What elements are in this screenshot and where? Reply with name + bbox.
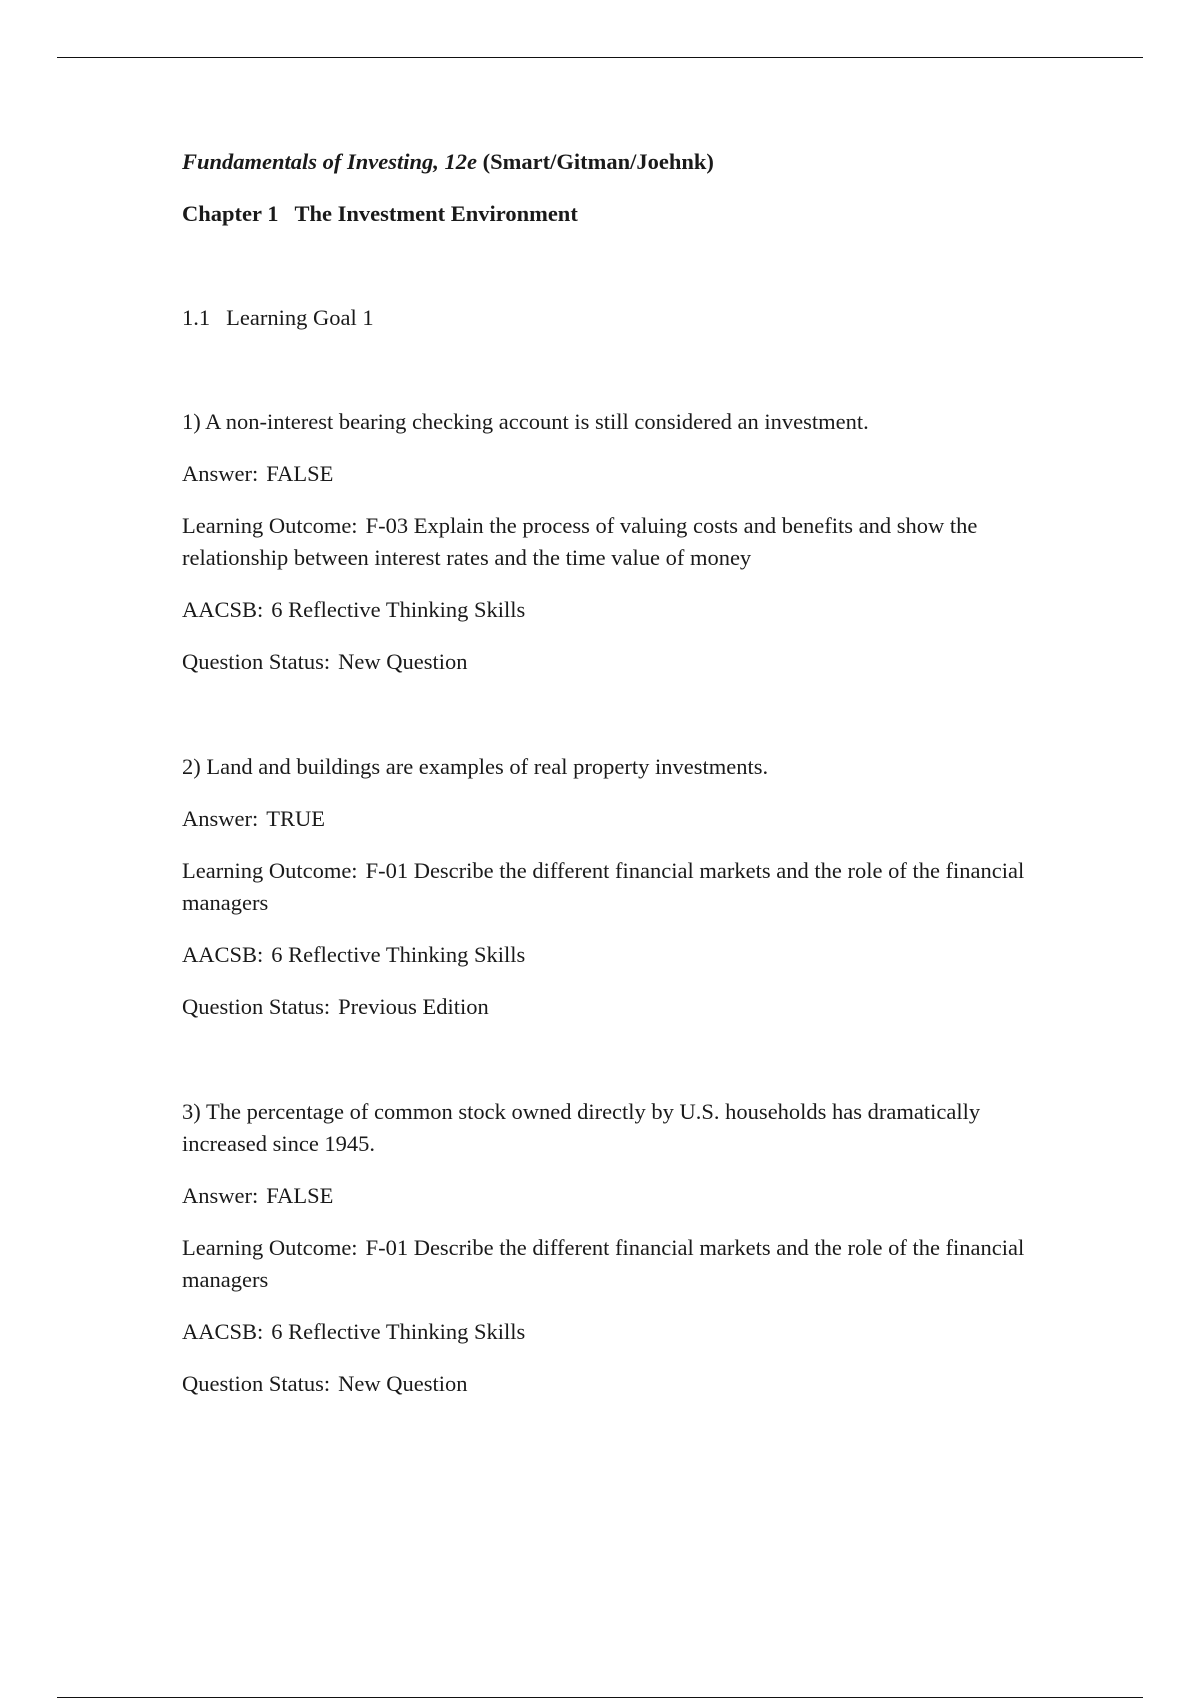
question-text: 3) The percentage of common stock owned directly by U.S. households has dramatically increased since 1945. bbox=[182, 1099, 981, 1156]
question-status-line bbox=[182, 646, 1062, 678]
aacsb-line bbox=[182, 1316, 1062, 1348]
learning-outcome-label: Learning Outcome: bbox=[182, 1235, 358, 1260]
aacsb-label: AACSB: bbox=[182, 1319, 264, 1344]
answer-value: FALSE bbox=[266, 1183, 334, 1208]
aacsb-label: AACSB: bbox=[182, 942, 264, 967]
question-status-label: Question Status: bbox=[182, 649, 331, 674]
question-status-value: Previous Edition bbox=[338, 994, 489, 1019]
question-text: 1) A non-interest bearing checking account is still considered an investment. bbox=[182, 409, 869, 434]
learning-outcome-line bbox=[182, 1232, 1062, 1296]
answer-label: Answer: bbox=[182, 461, 259, 486]
section-title: Learning Goal 1 bbox=[226, 305, 374, 330]
aacsb-line bbox=[182, 939, 1062, 971]
answer-line bbox=[182, 1180, 1062, 1212]
learning-outcome-value: F-01 Describe the different financial markets and the role of the financial managers bbox=[182, 858, 1025, 915]
book-title bbox=[182, 146, 1062, 178]
aacsb-value: 6 Reflective Thinking Skills bbox=[271, 597, 526, 622]
aacsb-label: AACSB: bbox=[182, 597, 264, 622]
chapter-label: Chapter 1 bbox=[182, 201, 279, 226]
question-status-line bbox=[182, 1368, 1062, 1400]
question-status-label: Question Status: bbox=[182, 1371, 331, 1396]
aacsb-line bbox=[182, 594, 1062, 626]
answer-value: FALSE bbox=[266, 461, 334, 486]
question-status-label: Question Status: bbox=[182, 994, 331, 1019]
question-status-value: New Question bbox=[338, 1371, 468, 1396]
top-rule bbox=[57, 57, 1143, 58]
answer-line bbox=[182, 803, 1062, 835]
answer-line bbox=[182, 458, 1062, 490]
answer-label: Answer: bbox=[182, 806, 259, 831]
learning-outcome-label: Learning Outcome: bbox=[182, 513, 358, 538]
chapter-title: The Investment Environment bbox=[294, 201, 578, 226]
book-title-italic: Fundamentals of Investing, 12e bbox=[182, 149, 478, 174]
answer-label: Answer: bbox=[182, 1183, 259, 1208]
question-status-value: New Question bbox=[338, 649, 468, 674]
question-status-line bbox=[182, 991, 1062, 1023]
learning-outcome-line bbox=[182, 510, 1062, 574]
learning-outcome-value: F-03 Explain the process of valuing costs and benefits and show the relationship between interest rates and the time value of money bbox=[182, 513, 978, 570]
chapter-heading bbox=[182, 198, 1062, 230]
bottom-rule bbox=[57, 1697, 1143, 1698]
book-authors: (Smart/Gitman/Joehnk) bbox=[482, 149, 714, 174]
aacsb-value: 6 Reflective Thinking Skills bbox=[271, 1319, 526, 1344]
learning-outcome-line bbox=[182, 855, 1062, 919]
learning-outcome-label: Learning Outcome: bbox=[182, 858, 358, 883]
learning-outcome-value: F-01 Describe the different financial markets and the role of the financial managers bbox=[182, 1235, 1025, 1292]
answer-value: TRUE bbox=[266, 806, 325, 831]
question-text: 2) Land and buildings are examples of real property investments. bbox=[182, 754, 769, 779]
aacsb-value: 6 Reflective Thinking Skills bbox=[271, 942, 526, 967]
section-heading bbox=[182, 302, 1062, 334]
section-number: 1.1 bbox=[182, 305, 211, 330]
